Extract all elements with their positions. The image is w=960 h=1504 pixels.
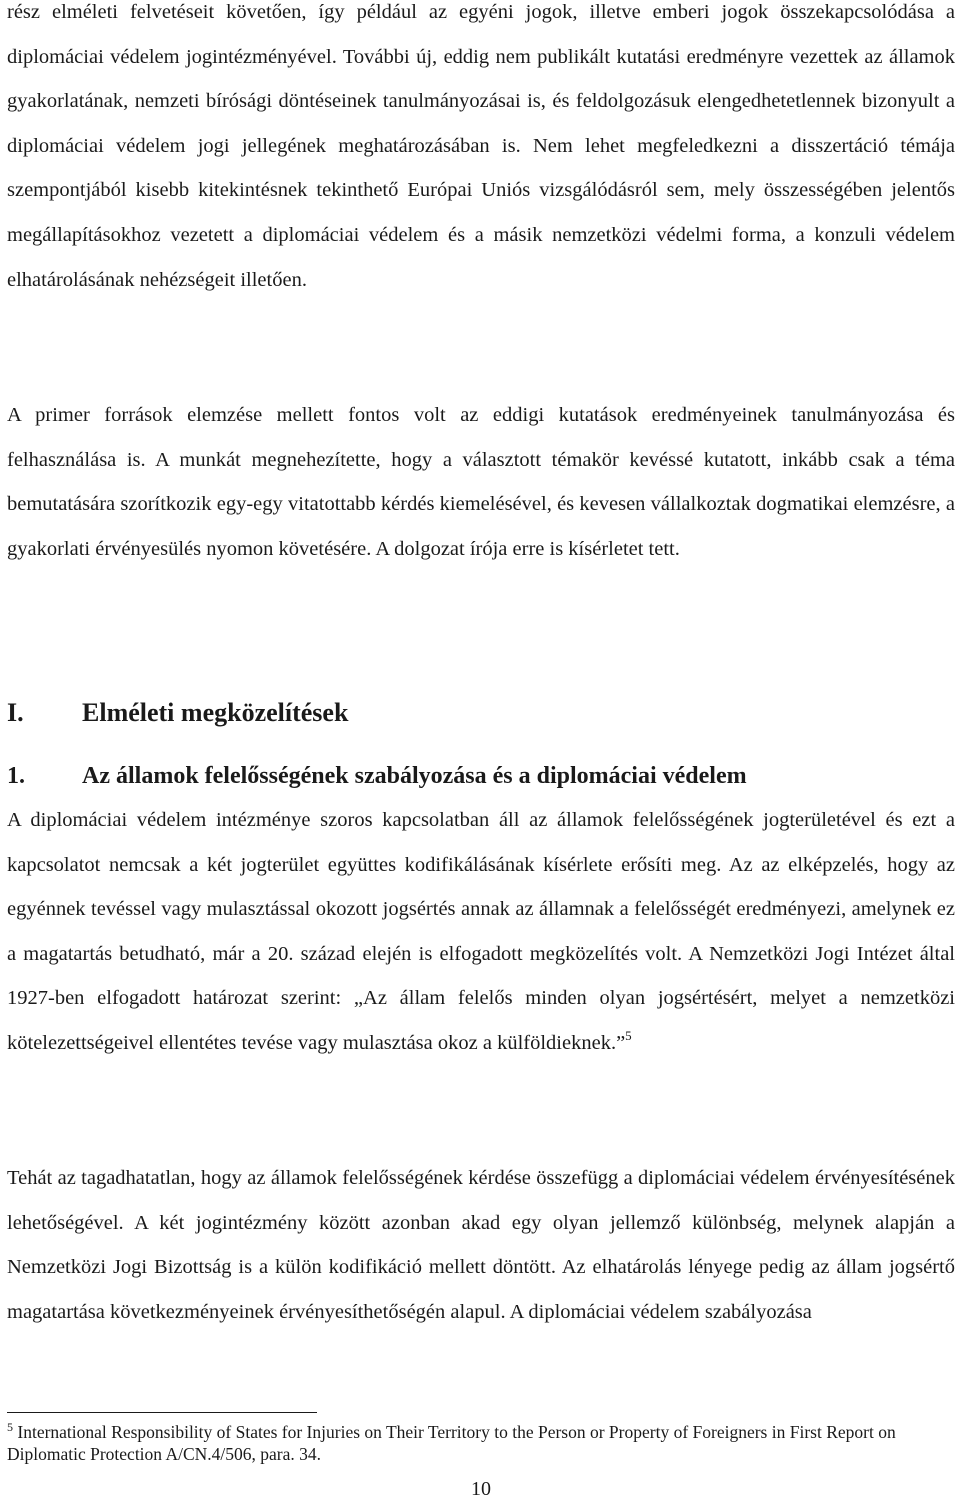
paragraph-state-responsibility-text: A diplomáciai védelem intézménye szoros kapcsolatban áll az államok felelősségének jogterületével és ezt a kapcsolatot nemcsak a két jogterület együttes kodifikálásának kísérlete erősíti meg. Az az elképzelés, hogy az egyénnek tevéssel vagy mulasztással okozott jogsértés annak az államnak a felelősségét eredményezi, amelynek ez a magatartás betudható, már a 20. század elején is elfogadott megközelítés volt. A Nemzetközi Jogi Intézet által 1927-ben elfogadott határozat szerint: „Az állam felelős minden olyan jogsértésért, melyet a nemzetközi kötelezettségeivel ellentétes tevése vagy mulasztása okoz a külföldieknek.”	[7, 809, 955, 1054]
paragraph-research-results: rész elméleti felvetéseit követően, így például az egyéni jogok, illetve emberi jogok összekapcsolódása a diplomáciai védelem jogintézményével. További új, eddig nem publikált kutatási eredményre vezettek az államok gyakorlatának, nemzeti bírósági döntéseinek tanulmányozásai is, és feldolgozásuk elengedhetetlennek bizonyult a diplomáciai védelem jogi jellegének meghatározásában is. Nem lehet megfeledkezni a disszertáció témája szempontjából kisebb kitekintésnek tekinthető Európai Uniós vizsgálódásról sem, mely összességében jelentős megállapításokhoz vezetett a diplomáciai védelem és a másik nemzetközi védelmi forma, a konzuli védelem elhatárolásának nehézségeit illetően.	[7, 1, 955, 291]
section-heading	[7, 756, 747, 796]
chapter-number: I.	[7, 698, 24, 727]
footnote-marker: 5	[7, 1420, 13, 1434]
section-number: 1.	[7, 763, 25, 789]
page-number: 10	[471, 1478, 491, 1500]
chapter-title: Elméleti megközelítések	[82, 698, 349, 727]
footnote-reference[interactable]: 5	[625, 1027, 632, 1043]
paragraph-state-responsibility	[7, 798, 955, 1066]
section-title: Az államok felelősségének szabályozása és a diplomáciai védelem	[82, 763, 747, 789]
chapter-heading	[7, 693, 348, 733]
footnote-text: International Responsibility of States for Injuries on Their Territory to the Person or Property of Foreigners in First Report on Diplomatic Protection A/CN.4/506, para. 34.	[7, 1422, 896, 1464]
paragraph-primary-sources: A primer források elemzése mellett fontos volt az eddigi kutatások eredményeinek tanulmányozása és felhasználása is. A munkát megnehezítette, hogy a választott témakör kevéssé kutatott, inkább csak a téma bemutatására szorítkozik egy-egy vitatottabb kérdés kiemelésével, és kevesen vállalkoztak dogmatikai elemzésre, a gyakorlati érvényesülés nyomon követésére. A dolgozat írója erre is kísérletet tett.	[7, 404, 955, 560]
footnote	[7, 1421, 957, 1465]
footnote-separator	[7, 1412, 317, 1413]
paragraph-codification-distinction: Tehát az tagadhatatlan, hogy az államok felelősségének kérdése összefügg a diplomáciai védelem érvényesítésének lehetőségével. A két jogintézmény között azonban akad egy olyan jellemző különbség, melynek alapján a Nemzetközi Jogi Bizottság is a külön kodifikáció mellett döntött. Az elhatárolás lényege pedig az állam jogsértő magatartása következményeinek érvényesíthetőségén alapul. A diplomáciai védelem szabályozása	[7, 1167, 955, 1323]
